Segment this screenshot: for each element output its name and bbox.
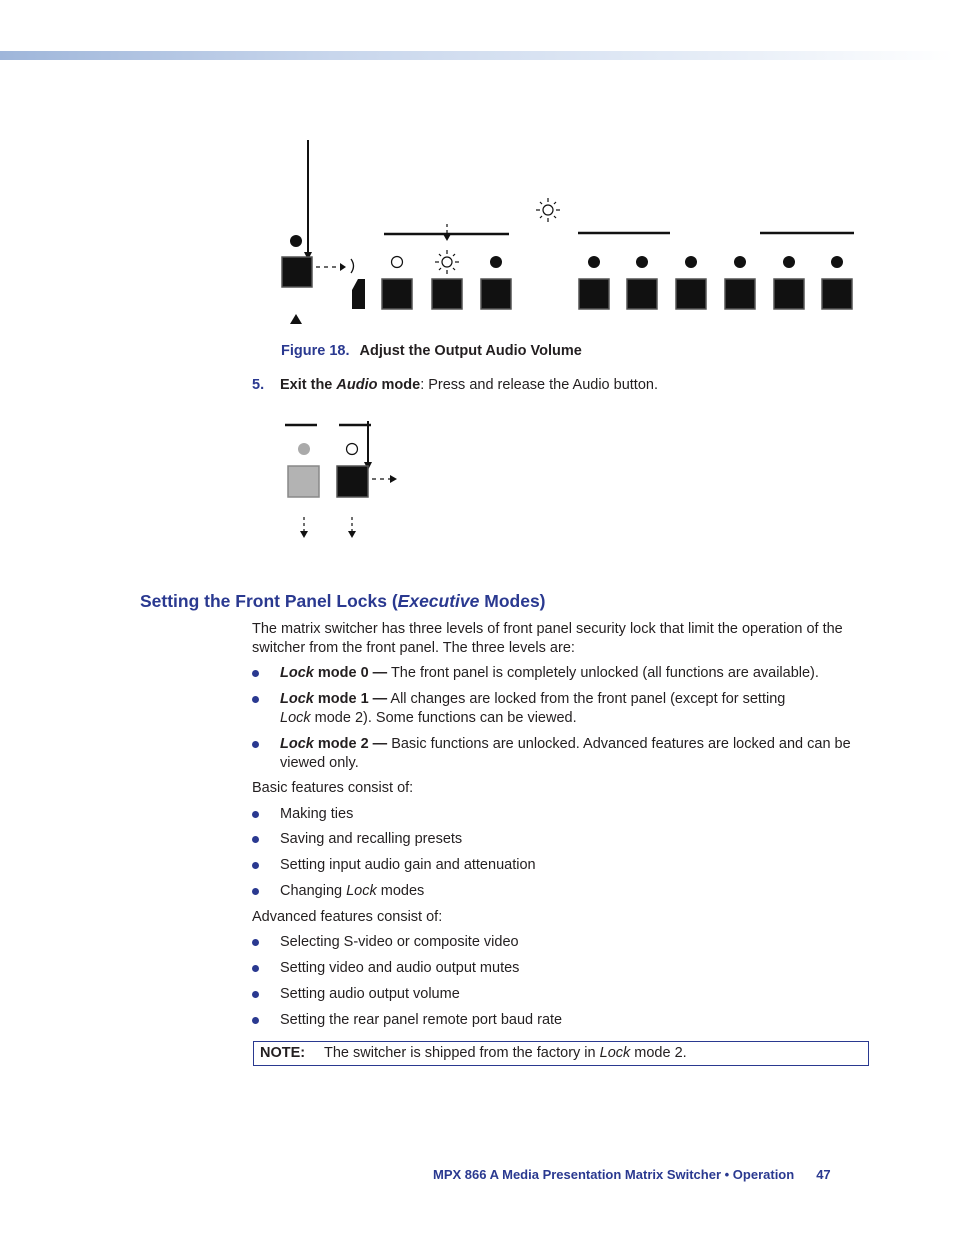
page-number: 47 xyxy=(816,1167,831,1182)
bullet-icon xyxy=(252,836,259,843)
bullet-icon xyxy=(252,939,259,946)
note-label: NOTE: xyxy=(260,1045,306,1061)
bullet-icon xyxy=(252,1017,259,1024)
bullet-icon xyxy=(252,670,259,677)
dashed-arrowhead xyxy=(340,263,346,271)
volume-arrowhead xyxy=(443,234,451,241)
bullet-icon xyxy=(252,888,259,895)
down-arrow-icon xyxy=(300,531,308,538)
output-buttons xyxy=(579,279,852,309)
gray-button xyxy=(288,466,319,497)
down-arrow-icon xyxy=(348,531,356,538)
led-on xyxy=(490,256,502,268)
intro-paragraph: The matrix switcher has three levels of front panel security lock that limit the operation of the switcher from the front panel. The three levels are: xyxy=(252,621,843,656)
note-box xyxy=(253,1041,869,1066)
audio-button-2 xyxy=(337,466,368,497)
exit-audio-diagram xyxy=(285,421,397,538)
partial-arc xyxy=(351,259,354,273)
basic-intro: Basic features consist of: xyxy=(252,780,414,796)
figure-caption xyxy=(281,343,582,359)
bullet-icon xyxy=(252,811,259,818)
up-triangle-icon xyxy=(290,314,302,324)
panel-button xyxy=(382,279,412,309)
step-number: 5. xyxy=(252,377,265,393)
figure-title: Adjust the Output Audio Volume xyxy=(359,343,582,359)
bullet-icon xyxy=(252,862,259,869)
output-leds xyxy=(588,256,843,268)
panel-button xyxy=(432,279,462,309)
page-footer xyxy=(433,1167,831,1182)
led-indicator xyxy=(290,235,302,247)
sun-icon xyxy=(536,198,560,222)
panel-button xyxy=(481,279,511,309)
bullet-icon xyxy=(252,991,259,998)
partial-button xyxy=(352,279,365,309)
front-panel-diagram xyxy=(0,0,954,560)
bullet-icon xyxy=(252,965,259,972)
figure-number: Figure 18. xyxy=(281,343,350,359)
led-off xyxy=(347,444,358,455)
figure-18-diagram xyxy=(282,140,854,324)
blinking-led-icon xyxy=(435,250,459,274)
step-5 xyxy=(252,377,658,393)
bullet-icon xyxy=(252,696,259,703)
led-gray xyxy=(298,443,310,455)
section-heading: Setting the Front Panel Locks (Executive Modes) xyxy=(140,591,546,611)
audio-button xyxy=(282,257,312,287)
step-bold: Exit the Audio mode xyxy=(280,377,421,393)
footer-title: MPX 866 A Media Presentation Matrix Switcher • Operation xyxy=(433,1167,795,1182)
advanced-intro: Advanced features consist of: xyxy=(252,909,443,925)
bullet-icon xyxy=(252,741,259,748)
note-text: The switcher is shipped from the factory in Lock mode 2. xyxy=(324,1045,687,1061)
led-off xyxy=(392,257,403,268)
step-text: : Press and release the Audio button. xyxy=(420,377,658,393)
